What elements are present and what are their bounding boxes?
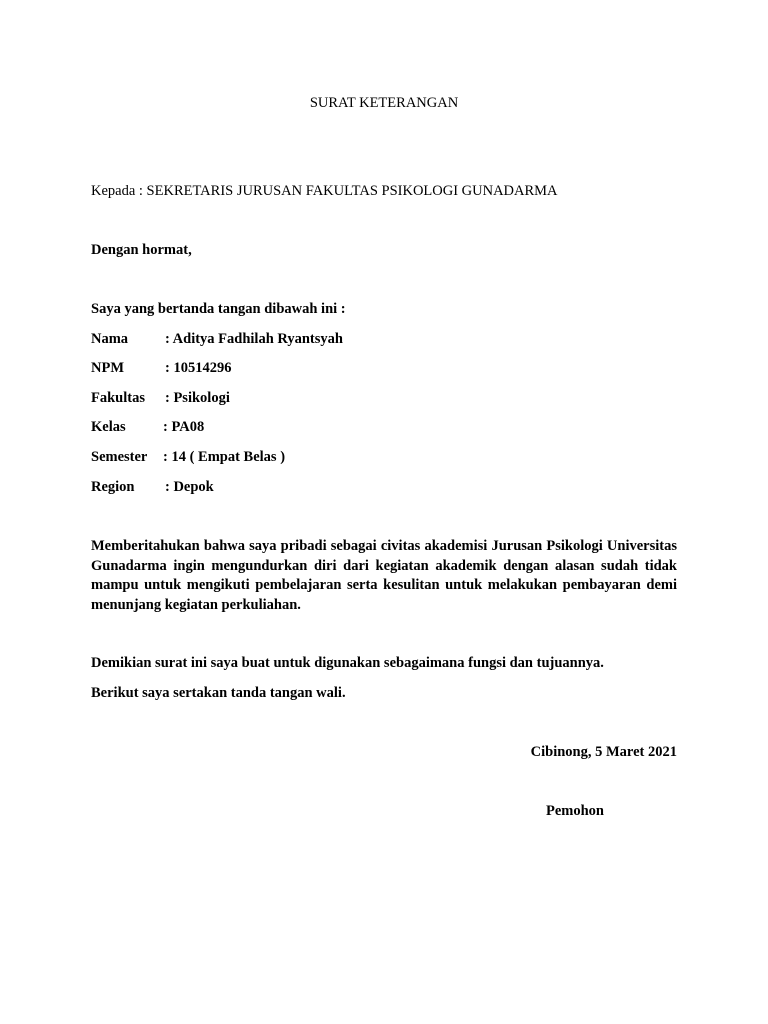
intro-line: Saya yang bertanda tangan dibawah ini : — [91, 301, 346, 317]
document-title: SURAT KETERANGAN — [309, 95, 459, 111]
recipient-line: Kepada : SEKRETARIS JURUSAN FAKULTAS PSIKOLOGI GUNADARMA — [91, 183, 558, 199]
signatory-label: Pemohon — [546, 803, 604, 819]
field-value-fakultas: : Psikologi — [165, 390, 230, 406]
field-label-npm: NPM — [91, 360, 125, 376]
field-label-region: Region — [91, 479, 135, 495]
greeting-line: Dengan hormat, — [91, 242, 192, 258]
field-label-fakultas: Fakultas — [91, 390, 145, 406]
field-label-kelas: Kelas — [91, 419, 126, 435]
place-date: Cibinong, 5 Maret 2021 — [530, 744, 677, 760]
field-value-kelas: : PA08 — [163, 419, 205, 435]
closing-line-1: Demikian surat ini saya buat untuk digunakan sebagaimana fungsi dan tujuannya. — [91, 655, 604, 671]
field-value-region: : Depok — [165, 479, 214, 495]
field-value-semester: : 14 ( Empat Belas ) — [163, 449, 286, 465]
field-label-semester: Semester — [91, 449, 148, 465]
closing-line-2: Berikut saya sertakan tanda tangan wali. — [91, 685, 346, 701]
field-value-npm: : 10514296 — [165, 360, 232, 376]
body-paragraph: Memberitahukan bahwa saya pribadi sebagai civitas akademisi Jurusan Psikologi Universitas Gunadarma ingin mengundurkan diri dari kegiatan akademik dengan alasan sudah tidak mampu untuk mengikuti pembelajaran serta kesulitan untuk melakukan pembayaran demi menunjang kegiatan perkuliahan. — [91, 538, 677, 613]
field-label-nama: Nama — [91, 331, 129, 347]
field-value-nama: : Aditya Fadhilah Ryantsyah — [165, 331, 343, 347]
